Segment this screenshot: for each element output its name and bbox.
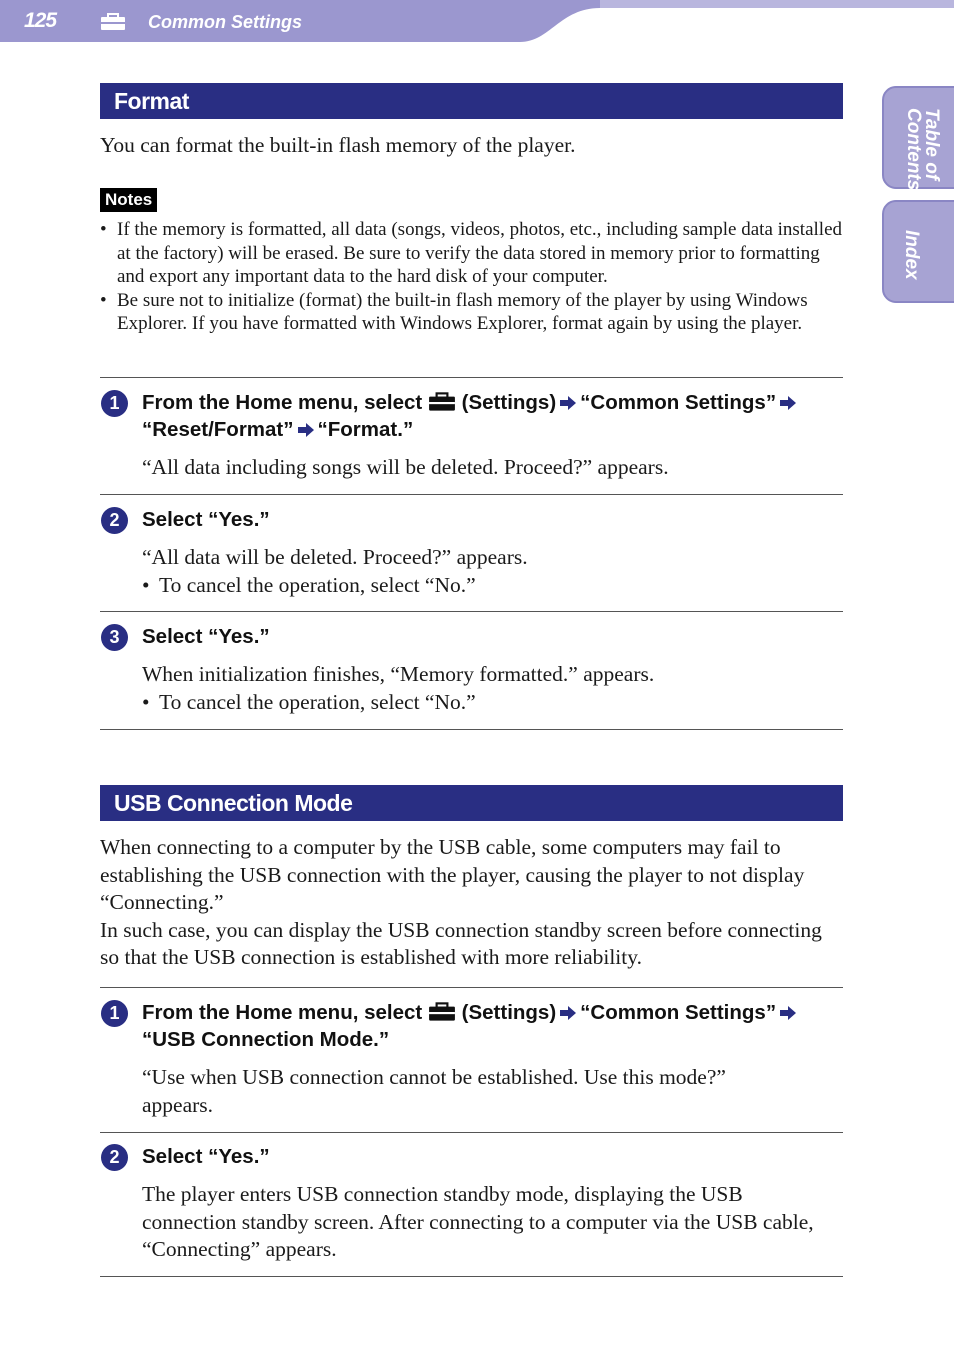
step-body: “All data including songs will be deleted. Proceed?” appears. <box>142 455 669 479</box>
step-title: From the Home menu, select (Settings) “Common Settings” “USB Connection Mode.” <box>142 999 842 1053</box>
bullet-icon: • <box>100 219 107 240</box>
step-body: When initialization finishes, “Memory formatted.” appears. • To cancel the operation, select “No.” <box>142 661 842 716</box>
header-bar <box>0 0 954 42</box>
step-title: Select “Yes.” <box>142 625 270 648</box>
divider <box>100 611 843 612</box>
bullet-item: • To cancel the operation, select “No.” <box>142 572 842 600</box>
arrow-right-icon <box>779 395 797 411</box>
notes-badge: Notes <box>100 188 157 212</box>
step-title: Select “Yes.” <box>142 1145 270 1168</box>
index-tab-label: Index <box>901 230 922 280</box>
step-number: 2 <box>101 507 128 534</box>
step-number: 1 <box>101 390 128 417</box>
bullet-icon: • <box>142 572 150 597</box>
divider <box>100 494 843 495</box>
page-number: 125 <box>24 9 57 32</box>
step-title: From the Home menu, select (Settings) “Common Settings” “Reset/Format” “Format.” <box>142 389 842 443</box>
toolbox-icon <box>428 392 456 412</box>
usb-connection-mode-heading: USB Connection Mode <box>100 785 843 821</box>
arrow-right-icon <box>779 1005 797 1021</box>
toolbox-icon <box>428 1002 456 1022</box>
arrow-right-icon <box>559 1005 577 1021</box>
divider <box>100 1276 843 1277</box>
header-section-title: Common Settings <box>148 12 303 32</box>
bullet-item: • To cancel the operation, select “No.” <box>142 689 842 717</box>
divider <box>100 729 843 730</box>
index-tab[interactable] <box>882 200 954 303</box>
format-heading: Format <box>100 83 843 119</box>
step-number: 2 <box>101 1144 128 1171</box>
note-item: • Be sure not to initialize (format) the built-in flash memory of the player by using Windows Explorer. If you have formatted with Windows Explorer, format again by using the player. <box>100 289 808 334</box>
notes-list <box>100 218 845 336</box>
arrow-right-icon <box>297 422 315 438</box>
bullet-icon: • <box>142 689 150 714</box>
divider <box>100 1132 843 1133</box>
divider <box>100 987 843 988</box>
step-body: The player enters USB connection standby mode, displaying the USB connection standby screen. After connecting to a computer via the USB cable, “Connecting” appears. <box>142 1182 814 1261</box>
step-title: Select “Yes.” <box>142 508 270 531</box>
bullet-icon: • <box>100 289 107 311</box>
step-body: “Use when USB connection cannot be established. Use this mode?” appears. <box>142 1065 726 1117</box>
step-number: 3 <box>101 624 128 651</box>
toc-tab-label: Table of Contents <box>903 108 942 191</box>
step-number: 1 <box>101 1000 128 1027</box>
table-of-contents-tab[interactable] <box>882 86 954 189</box>
note-item: • If the memory is formatted, all data (songs, videos, photos, etc., including sample data installed at the factory) will be erased. Be sure to verify the data stored in memory prior to formatting and export any important data to the hard disk of your computer. <box>100 219 842 287</box>
format-intro: You can format the built-in flash memory of the player. <box>100 133 576 157</box>
toolbox-icon <box>100 13 126 31</box>
usb-intro: When connecting to a computer by the USB cable, some computers may fail to establishing the USB connection with the player, causing the player to not display “Connecting.” In such case, you can display the USB connection standby screen before connecting so that the USB connection is established with more reliability. <box>100 835 822 969</box>
arrow-right-icon <box>559 395 577 411</box>
page-header <box>0 0 954 42</box>
divider <box>100 377 843 378</box>
step-body: “All data will be deleted. Proceed?” appears. • To cancel the operation, select “No.” <box>142 544 842 599</box>
